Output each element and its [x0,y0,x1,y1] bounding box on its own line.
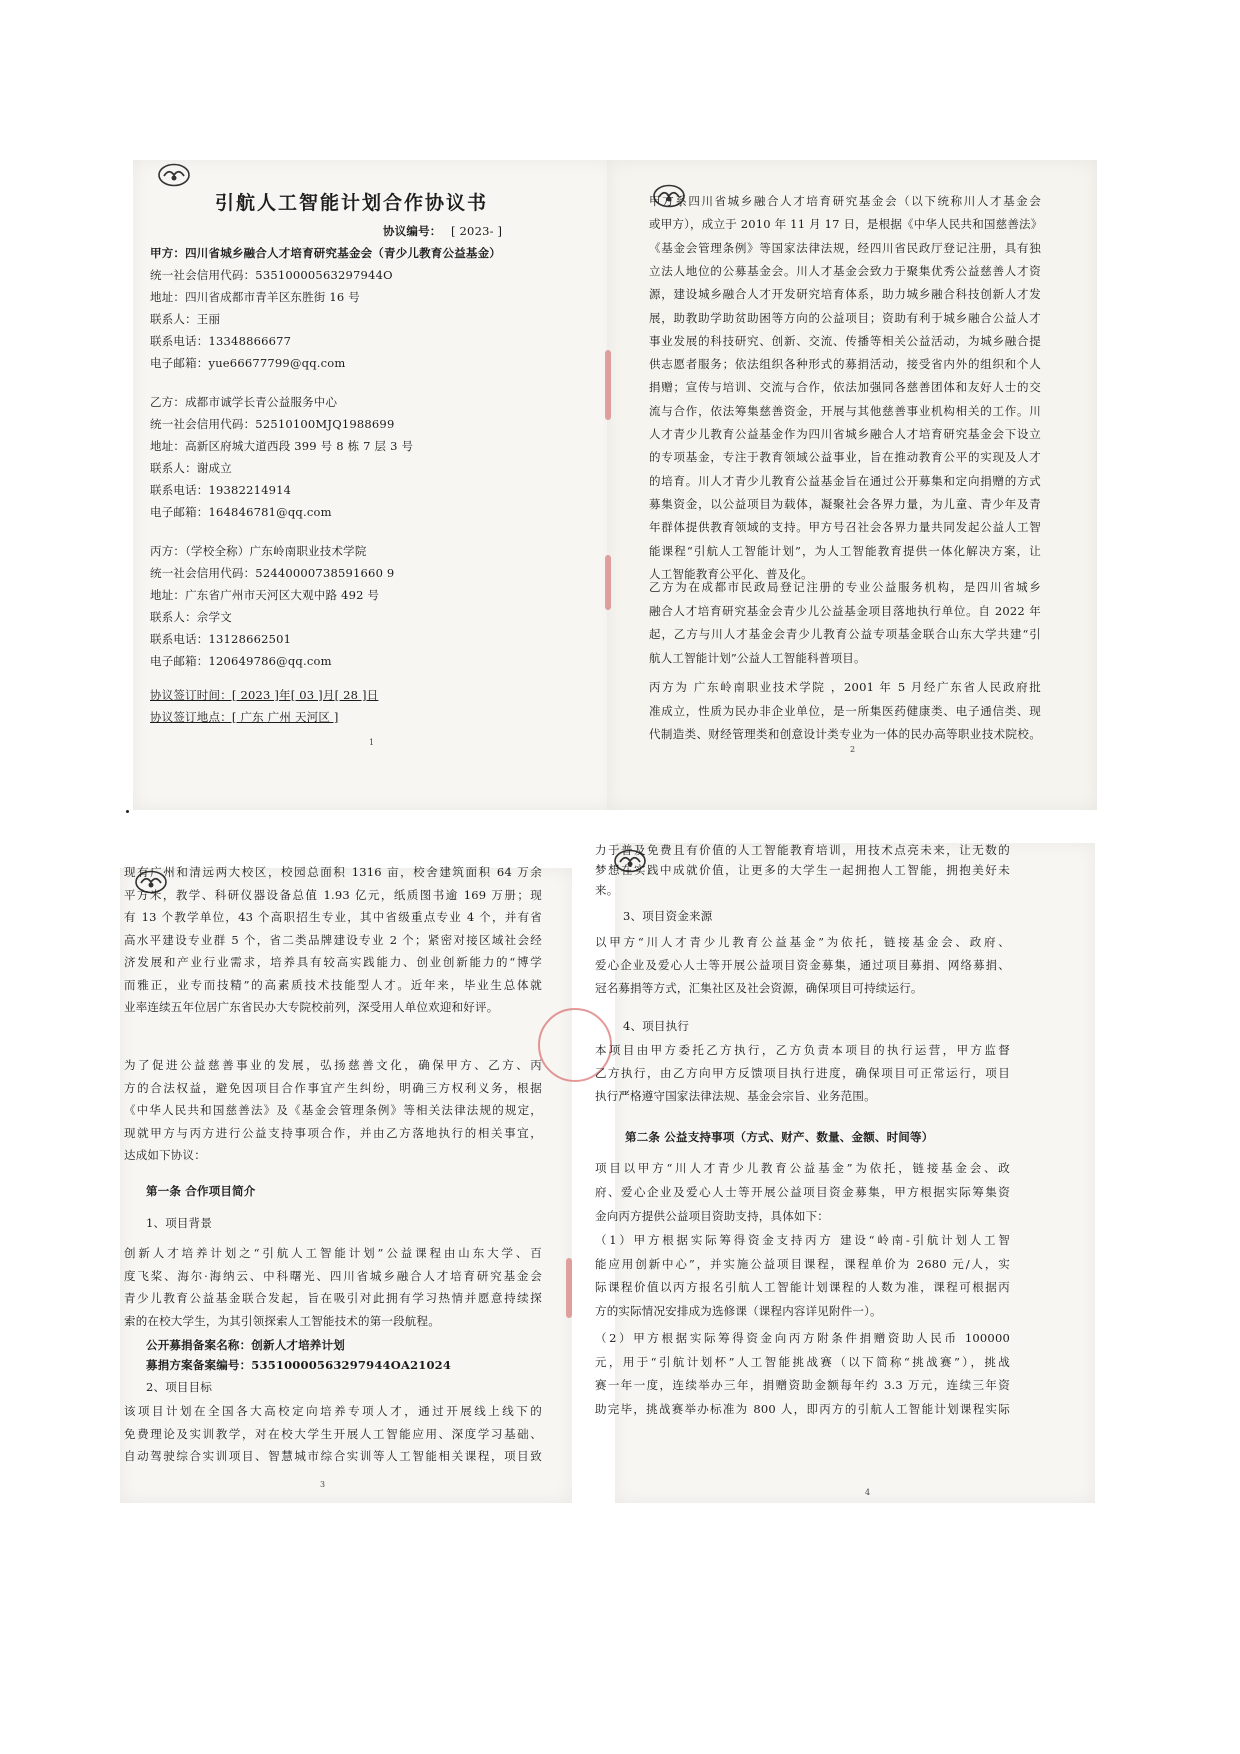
paragraph-line: 乙方为在成都市民政局登记注册的专业公益服务机构，是四川省城乡 [649,580,1041,594]
paragraph-line: 准成立，性质为民办非企业单位，是一所集医药健康类、电子通信类、现 [649,703,1041,718]
paragraph-line: 的培育。川人才青少儿教育公益基金旨在通过公开募集和定向捐赠的方式 [649,473,1041,488]
party-b-name: 乙方：成都市诚学长青公益服务中心 [150,395,338,409]
paragraph-line: 募集资金，以公益项目为载体，凝聚社会各界力量，为儿童、青少年及青 [649,496,1041,511]
paragraph-line: 来。 [595,883,619,897]
party-c-name: 丙方：（学校全称）广东岭南职业技术学院 [150,544,367,558]
paragraph-line: 方的合法权益，避免因项目合作事宜产生纠纷，明确三方权利义务，根据 [124,1080,542,1095]
section-heading: 1、项目背景 [146,1216,213,1230]
party-a-credit-code: 统一社会信用代码：53510000563297944O [150,268,393,282]
page-number: 3 [320,1480,326,1489]
paragraph-line: 流与合作，依法筹集慈善资金，开展与其他慈善事业机构相关的工作。川 [649,403,1041,418]
article-2-heading: 第二条 公益支持事项（方式、财产、数量、金额、时间等） [625,1130,934,1144]
paragraph-line: 青少儿教育公益基金联合发起，旨在吸引对此拥有学习热情并愿意持续探 [124,1291,542,1305]
party-b-address: 地址：高新区府城大道西段 399 号 8 栋 7 层 3 号 [150,439,414,453]
paragraph-line: 能应用创新中心”，并实施公益项目课程，课程单价为 2680 元/人，实 [595,1256,1010,1271]
party-c-contact: 联系人：佘学文 [150,610,232,624]
paragraph-line: 府、爱心企业及爱心人士等开展公益项目资金募集，甲方根据实际筹集资 [595,1185,1010,1199]
section-heading: 4、项目执行 [623,1019,690,1033]
paragraph-line: 爱心企业及爱心人士等开展公益项目资金募集，通过项目募捐、网络募捐、 [595,958,1010,972]
paragraph-line: 人才青少儿教育公益基金作为四川省城乡融合人才培育研究基金会下设立 [649,427,1041,441]
fundraising-name: 公开募捐备案名称：创新人才培养计划 [146,1338,345,1352]
paragraph-line: 达成如下协议： [124,1148,206,1162]
party-a-phone: 联系电话：13348866677 [150,334,292,348]
paragraph-line: 助完毕，挑战赛举办标准为 800 人，即丙方的引航人工智能计划课程实际 [595,1401,1010,1416]
foundation-logo-icon [157,163,191,187]
paragraph-line: 项目以甲方“川人才青少儿教育公益基金”为依托，链接基金会、政 [595,1161,1010,1175]
paragraph-line: 丙方为 广东岭南职业技术学院 ，2001 年 5 月经广东省人民政府批 [649,680,1041,694]
paragraph-line: 《中华人民共和国慈善法》及《基金会管理条例》等相关法律法规的规定， [124,1103,542,1117]
signing-place: 协议签订地点：[ 广东 广州 天河区 ] [150,710,339,724]
party-c-credit-code: 统一社会信用代码：52440000738591660 9 [150,566,395,580]
paragraph-line: 乙方执行，由乙方向甲方反馈项目执行进度，确保项目可正常运行，项目 [595,1066,1010,1080]
scan-speck [126,810,129,813]
party-b-email: 电子邮箱：164846781@qq.com [150,505,332,519]
document-page-1 [133,160,615,810]
paragraph-line: 起，乙方与川人才基金会青少儿教育公益专项基金联合山东大学共建“引 [649,627,1041,641]
paragraph-line: 源，建设城乡融合人才开发研究培育体系，助力城乡融合科技创新人才发 [649,287,1041,302]
paragraph-line: 现就甲方与丙方进行公益支持事项合作，并由乙方落地执行的相关事宜， [124,1125,542,1140]
paragraph-line: 高水平建设专业群 5 个，省二类品牌建设专业 2 个；紧密对接区域社会经 [124,932,542,947]
document-page-3 [120,865,572,1503]
paragraph-line: 立法人地位的公募基金会。川人才基金会致力于聚集优秀公益慈善人才资 [649,263,1041,278]
paragraph-line: 为了促进公益慈善事业的发展，弘扬慈善文化，确保甲方、乙方、丙 [124,1058,542,1072]
paragraph-line: 《基金会管理条例》等国家法律法规，经四川省民政厅登记注册，具有独 [649,240,1041,255]
paragraph-line: 本项目由甲方委托乙方执行，乙方负责本项目的执行运营，甲方监督 [595,1043,1010,1057]
paragraph-line: 的专项基金，专注于教育领域公益事业，旨在推动教育公平的实现及人才 [649,450,1041,465]
paragraph-line: 代制造类、财经管理类和创意设计类专业为一体的民办高等职业技术院校。 [649,727,1041,741]
document-page-4 [595,843,1095,1503]
party-a-email: 电子邮箱：yue66677799@qq.com [150,356,346,370]
agreement-number-label: 协议编号： [383,224,442,238]
signing-time: 协议签订时间：[ 2023 ]年[ 03 ]月[ 28 ]日 [150,688,379,702]
paragraph-line: 元，用于“引航计划杯”人工智能挑战赛（以下简称“挑战赛”），挑战 [595,1354,1010,1369]
paragraph-line: 有 13 个教学单位，43 个高职招生专业，其中省级重点专业 4 个，并有省 [124,910,542,924]
party-c-phone: 联系电话：13128662501 [150,632,292,646]
fundraising-number: 募捐方案备案编号：53510000563297944OA21024 [146,1358,452,1372]
paragraph-line: 甲方系四川省城乡融合人才培育研究基金会（以下统称川人才基金会 [649,194,1041,208]
paragraph-line: 力于普及免费且有价值的人工智能教育培训，用技术点亮未来，让无数的 [595,843,1010,857]
paragraph-line: 业率连续五年位居广东省民办大专院校前列，深受用人单位欢迎和好评。 [124,1000,499,1014]
paragraph-line: 融合人才培育研究基金会青少儿公益基金项目落地执行单位。自 2022 年 [649,603,1041,618]
seal-edge-mark [605,555,611,610]
document-page-2 [607,160,1097,810]
paragraph-line: 年群体提供教育领域的支持。甲方号召社会各界力量共同发起公益人工智 [649,520,1041,535]
paragraph-line: 自动驾驶综合实训项目、智慧城市综合实训等人工智能相关课程，项目致 [124,1449,542,1463]
paragraph-line: 事业发展的科技研究、创新、交流、传播等相关公益活动，为城乡融合提 [649,333,1041,348]
paragraph-line: 人工智能教育公平化、普及化。 [649,566,813,581]
paragraph-line: 索的在校大学生，为其引领探索人工智能技术的第一段航程。 [124,1313,440,1328]
paragraph-line: 能课程“引航人工智能计划”，为人工智能教育提供一体化解决方案，让 [649,543,1041,558]
paragraph-line: 际课程价值以丙方报名引航人工智能计划课程的人数为准，课程可根据丙 [595,1280,1010,1294]
paragraph-line: 创新人才培养计划之“引航人工智能计划”公益课程由山东大学、百 [124,1246,542,1260]
paragraph-line: 而雅正，业专而技精”的高素质技术技能型人才。近年来，毕业生总体就 [124,977,542,992]
paragraph-line: 展，助教助学助贫助困等方向的公益项目；资助有利于城乡融合公益人才 [649,310,1041,325]
seal-edge-mark [566,1258,572,1318]
party-a-contact: 联系人：王丽 [150,312,221,326]
seal-edge-mark [605,350,611,420]
paragraph-line: 该项目计划在全国各大高校定向培养专项人才，通过开展线上线下的 [124,1404,542,1418]
paragraph-line: 执行严格遵守国家法律法规、基金会宗旨、业务范围。 [595,1089,876,1103]
paragraph-line: 航人工智能计划”公益人工智能科普项目。 [649,650,866,665]
paragraph-line: 或甲方），成立于 2010 年 11 月 17 日，是根据《中华人民共和国慈善法》 [649,217,1043,232]
page-number: 4 [865,1488,871,1497]
page-number: 2 [850,745,856,754]
paragraph-line: 梦想在实践中成就价值，让更多的大学生一起拥抱人工智能，拥抱美好未 [595,863,1010,877]
paragraph-line: 冠名募捐等方式，汇集社区及社会资源，确保项目可持续运行。 [595,981,923,995]
party-c-address: 地址：广东省广州市天河区大观中路 492 号 [150,588,380,602]
article-1-heading: 第一条 合作项目简介 [146,1184,256,1198]
party-c-email: 电子邮箱：120649786@qq.com [150,654,332,668]
party-a-address: 地址：四川省成都市青羊区东胜街 16 号 [150,290,360,304]
agreement-number-value: [ 2023- ] [451,224,503,238]
section-heading: 3、项目资金来源 [623,909,713,923]
paragraph-line: 免费理论及实训教学，对在校大学生开展人工智能应用、深度学习基础、 [124,1426,542,1441]
page-number: 1 [369,738,375,747]
paragraph-line: （2）甲方根据实际筹得资金向丙方附条件捐赠资助人民币 100000 [595,1331,1010,1345]
paragraph-line: 平方米，教学、科研仪器设备总值 1.93 亿元，纸质图书逾 169 万册；现 [124,887,542,902]
paragraph-line: 赛一年一度，连续举办三年，捐赠资助金额每年约 3.3 万元，连续三年资 [595,1378,1010,1392]
agreement-title: 引航人工智能计划合作协议书 [215,192,489,214]
paragraph-line: 以甲方“川人才青少儿教育公益基金”为依托，链接基金会、政府、 [595,935,1010,949]
paragraph-line: 金向丙方提供公益项目资助支持，具体如下： [595,1209,829,1223]
party-b-credit-code: 统一社会信用代码：52510100MJQ1988699 [150,417,395,431]
paragraph-line: 供志愿者服务；依法组织各种形式的募捐活动，接受省内外的组织和个人 [649,357,1041,372]
paragraph-line: 济发展和产业行业需求，培养具有较高实践能力、创业创新能力的“博学 [124,955,542,969]
party-b-contact: 联系人：谢成立 [150,461,232,475]
paragraph-line: 方的实际情况安排成为选修课（课程内容详见附件一）。 [595,1303,882,1318]
paragraph-line: 捐赠；宣传与培训、交流与合作，依法加强同各慈善团体和友好人士的交 [649,380,1041,395]
paragraph-line: 度飞桨、海尔·海纳云、中科曙光、四川省城乡融合人才培育研究基金会 [124,1268,542,1283]
party-a-name: 甲方：四川省城乡融合人才培育研究基金会（青少儿教育公益基金） [150,246,501,260]
section-heading: 2、项目目标 [146,1380,213,1394]
paragraph-line: （1）甲方根据实际筹得资金支持丙方 建设“岭南-引航计划人工智 [595,1233,1010,1247]
paragraph-line: 现有广州和清远两大校区，校园总面积 1316 亩，校舍建筑面积 64 万余 [124,865,542,879]
party-b-phone: 联系电话：19382214914 [150,483,292,497]
